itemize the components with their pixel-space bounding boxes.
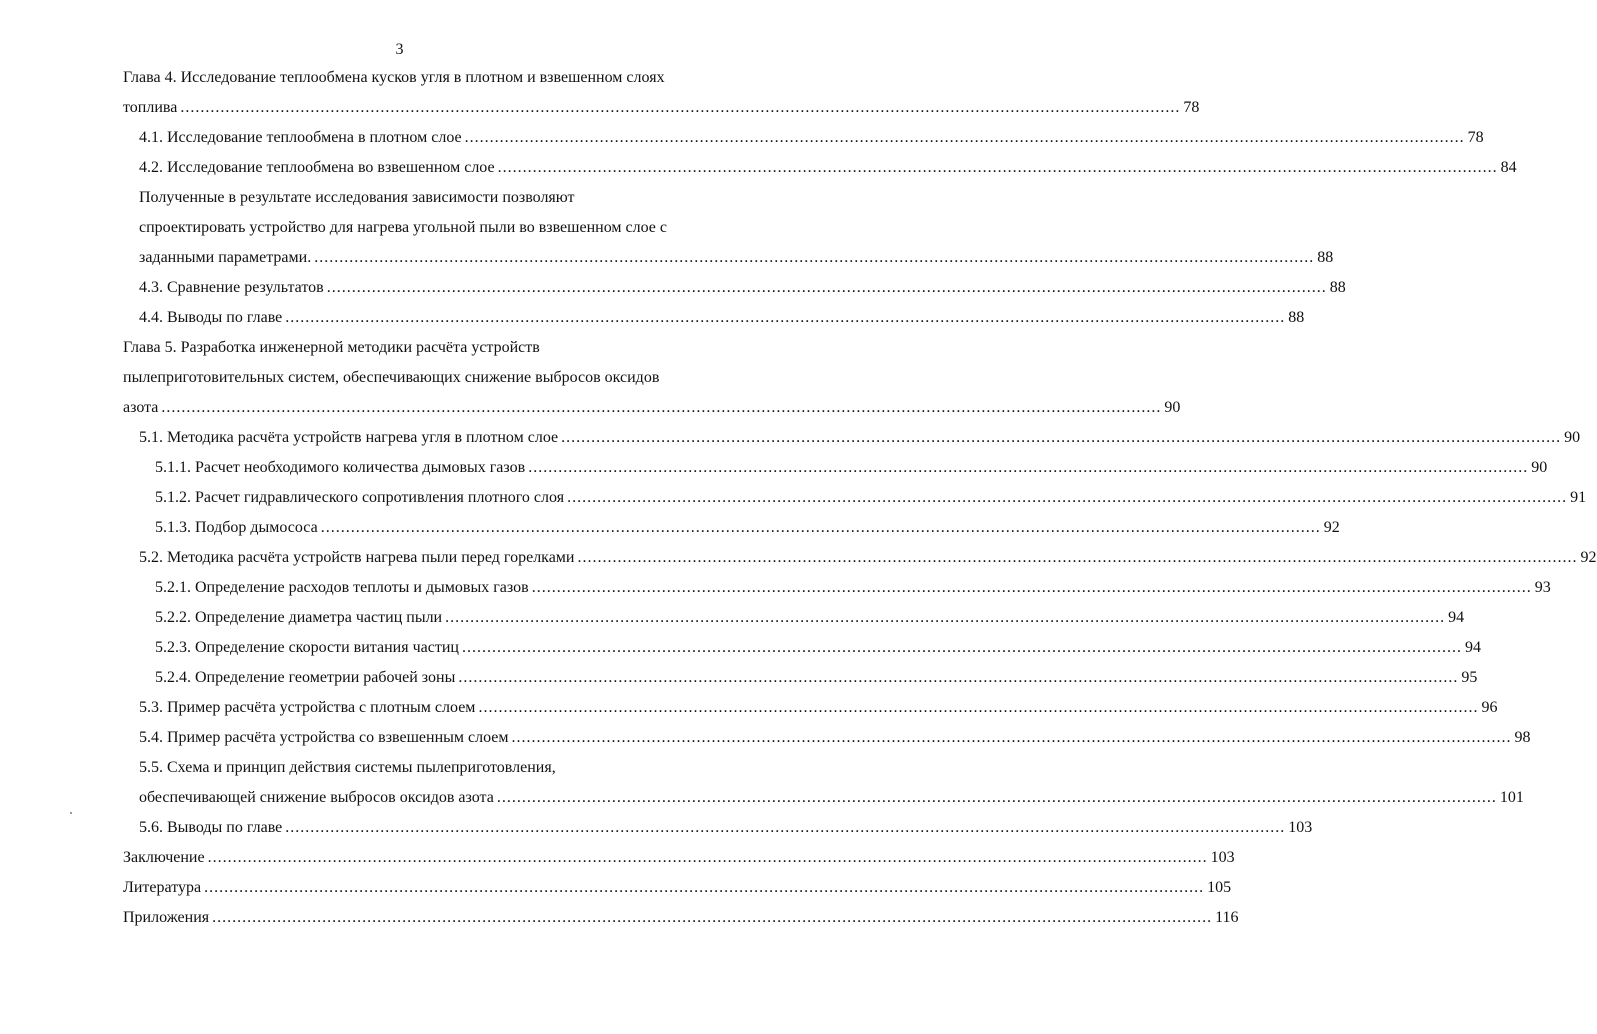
- toc-section-5-2: [139, 543, 1597, 573]
- scan-speck: [70, 812, 72, 814]
- toc-page: 94: [1464, 639, 1481, 656]
- toc-section-5-5: [139, 783, 1524, 813]
- toc-title: топлива: [123, 99, 178, 116]
- toc-section-4-3: [139, 273, 1346, 303]
- toc-section-5-1-3: [155, 513, 1340, 543]
- toc-title: 4.2. Исследование теплообмена во взвешенном слое: [139, 159, 495, 176]
- toc-page: 94: [1448, 609, 1465, 626]
- toc-page: 116: [1215, 909, 1239, 926]
- toc-title: 4.1. Исследование теплообмена в плотном слое: [139, 129, 462, 146]
- toc-title: 4.4. Выводы по главе: [139, 309, 283, 326]
- toc-page: 103: [1210, 849, 1235, 866]
- toc-chapter-5-line1: Глава 5. Разработка инженерной методики расчёта устройств: [123, 339, 540, 356]
- toc-leader: ........................................................................................................................................................................................................: [207, 849, 1208, 866]
- toc-leader: ........................................................................................................................................................................................................: [528, 459, 1529, 476]
- toc-title: 5.4. Пример расчёта устройства со взвешенным слоем: [139, 729, 509, 746]
- toc-title: 5.2.3. Определение скорости витания частиц: [155, 639, 459, 656]
- toc-title: 5.1.2. Расчет гидравлического сопротивления плотного слоя: [155, 489, 565, 506]
- page-number: 3: [395, 41, 404, 58]
- toc-leader: ........................................................................................................................................................................................................: [314, 249, 1315, 266]
- toc-page: 98: [1514, 729, 1531, 746]
- toc-title: Литература: [123, 879, 202, 896]
- toc-page: 88: [1317, 249, 1334, 266]
- toc-leader: ........................................................................................................................................................................................................: [445, 609, 1446, 626]
- toc-leader: ........................................................................................................................................................................................................: [461, 639, 1462, 656]
- toc-title: Заключение: [123, 849, 205, 866]
- toc-leader: ........................................................................................................................................................................................................: [478, 699, 1479, 716]
- toc-page: 93: [1534, 579, 1551, 596]
- toc-page: 78: [1183, 99, 1200, 116]
- toc-page: 95: [1461, 669, 1478, 686]
- toc-title: 5.3. Пример расчёта устройства с плотным слоем: [139, 699, 476, 716]
- toc-page: 91: [1570, 489, 1587, 506]
- toc-chapter-4-line1: Глава 4. Исследование теплообмена кусков угля в плотном и взвешенном слоях: [123, 69, 665, 86]
- toc-conclusion: [123, 843, 1235, 873]
- toc-leader: ........................................................................................................................................................................................................: [496, 789, 1497, 806]
- toc-chapter-4: [123, 93, 1200, 123]
- toc-section-4-1: [139, 123, 1484, 153]
- toc-title: Приложения: [123, 909, 210, 926]
- toc-page: 88: [1329, 279, 1346, 296]
- toc-leader: ........................................................................................................................................................................................................: [464, 129, 1465, 146]
- toc-title: 5.2.2. Определение диаметра частиц пыли: [155, 609, 443, 626]
- toc-page: 90: [1564, 429, 1581, 446]
- toc-section-5-6: [139, 813, 1313, 843]
- toc-section-5-1-2: [155, 483, 1587, 513]
- toc-title: заданными параметрами.: [139, 249, 312, 266]
- toc-leader: ........................................................................................................................................................................................................: [285, 819, 1286, 836]
- toc-literature: [123, 873, 1232, 903]
- toc-leader: ........................................................................................................................................................................................................: [531, 579, 1532, 596]
- toc-leader: ........................................................................................................................................................................................................: [161, 399, 1162, 416]
- toc-section-5-5-line1: 5.5. Схема и принцип действия системы пылеприготовления,: [139, 759, 556, 776]
- toc-leader: ........................................................................................................................................................................................................: [180, 99, 1181, 116]
- toc-appendix: [123, 903, 1239, 933]
- toc-section-4-2: [139, 153, 1517, 183]
- toc-page: 90: [1531, 459, 1548, 476]
- toc-section-5-3: [139, 693, 1498, 723]
- toc-page: 92: [1580, 549, 1597, 566]
- toc-title: 5.1.3. Подбор дымососа: [155, 519, 318, 536]
- toc-section-5-4: [139, 723, 1531, 753]
- toc-page: 84: [1500, 159, 1517, 176]
- toc-leader: ........................................................................................................................................................................................................: [212, 909, 1213, 926]
- toc-leader: ........................................................................................................................................................................................................: [511, 729, 1512, 746]
- toc-chapter-5: [123, 393, 1181, 423]
- toc-page: 90: [1164, 399, 1181, 416]
- toc-page: 105: [1207, 879, 1232, 896]
- toc-page: 96: [1481, 699, 1498, 716]
- table-of-contents: [123, 63, 1597, 933]
- toc-leader: ........................................................................................................................................................................................................: [326, 279, 1327, 296]
- toc-leader: ........................................................................................................................................................................................................: [497, 159, 1498, 176]
- toc-title: 5.1. Методика расчёта устройств нагрева угля в плотном слое: [139, 429, 559, 446]
- toc-section-5-1-1: [155, 453, 1548, 483]
- toc-leader: ........................................................................................................................................................................................................: [320, 519, 1321, 536]
- toc-title: 5.6. Выводы по главе: [139, 819, 283, 836]
- toc-chapter-5-line2: пылеприготовительных систем, обеспечивающих снижение выбросов оксидов: [123, 369, 660, 386]
- toc-page: 88: [1288, 309, 1305, 326]
- toc-section-5-2-2: [155, 603, 1465, 633]
- toc-title: 4.3. Сравнение результатов: [139, 279, 324, 296]
- toc-page: 101: [1499, 789, 1524, 806]
- toc-page: 92: [1323, 519, 1340, 536]
- toc-title: азота: [123, 399, 159, 416]
- toc-title: 5.2. Методика расчёта устройств нагрева пыли перед горелками: [139, 549, 575, 566]
- toc-leader: ........................................................................................................................................................................................................: [567, 489, 1568, 506]
- toc-leader: ........................................................................................................................................................................................................: [458, 669, 1459, 686]
- toc-note: [139, 243, 1334, 273]
- toc-section-5-2-3: [155, 633, 1481, 663]
- toc-leader: ........................................................................................................................................................................................................: [561, 429, 1562, 446]
- toc-page: 78: [1467, 129, 1484, 146]
- toc-title: обеспечивающей снижение выбросов оксидов азота: [139, 789, 494, 806]
- toc-title: 5.1.1. Расчет необходимого количества дымовых газов: [155, 459, 526, 476]
- toc-leader: ........................................................................................................................................................................................................: [577, 549, 1578, 566]
- toc-section-5-2-1: [155, 573, 1551, 603]
- toc-title: 5.2.4. Определение геометрии рабочей зоны: [155, 669, 456, 686]
- toc-note-line2: спроектировать устройство для нагрева угольной пыли во взвешенном слое с: [139, 219, 667, 236]
- toc-page: 103: [1288, 819, 1313, 836]
- toc-note-line1: Полученные в результате исследования зависимости позволяют: [139, 189, 575, 206]
- toc-section-4-4: [139, 303, 1305, 333]
- toc-section-5-1: [139, 423, 1581, 453]
- toc-title: 5.2.1. Определение расходов теплоты и дымовых газов: [155, 579, 529, 596]
- toc-section-5-2-4: [155, 663, 1478, 693]
- toc-leader: ........................................................................................................................................................................................................: [285, 309, 1286, 326]
- toc-leader: ........................................................................................................................................................................................................: [204, 879, 1205, 896]
